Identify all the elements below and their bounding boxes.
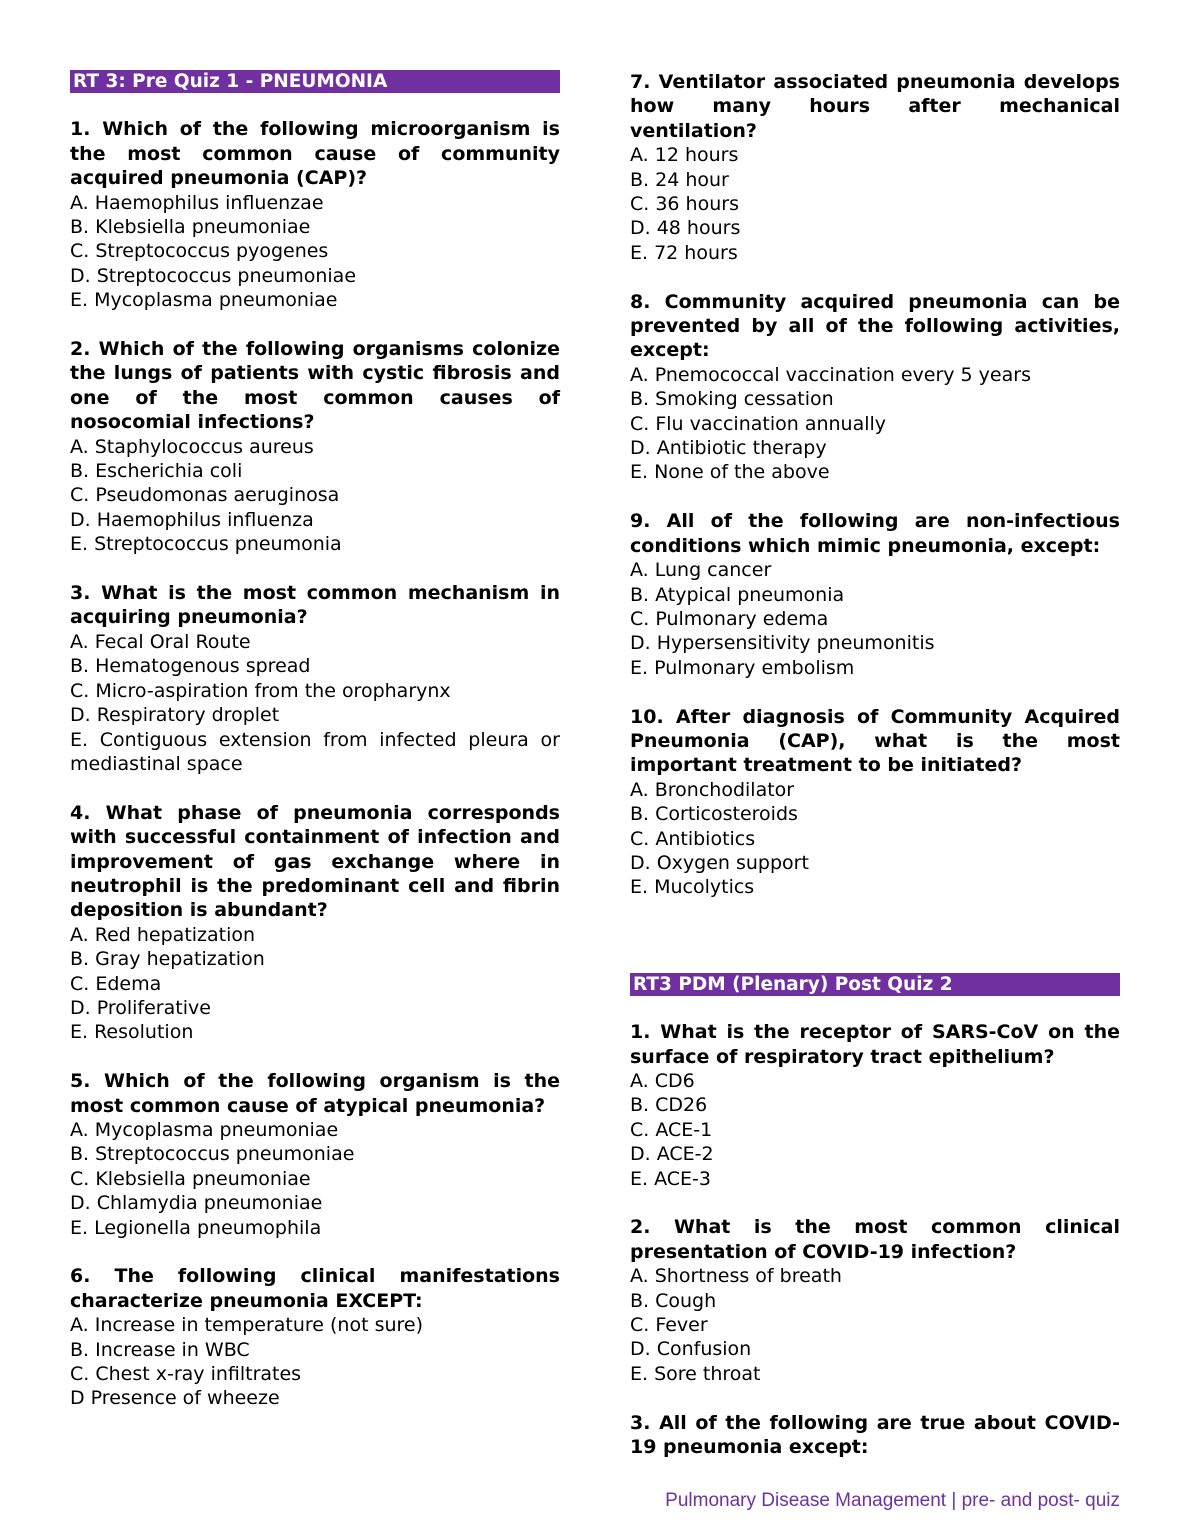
option-3b: B. Hematogenous spread [70,655,311,678]
option-2d: D. Haemophilus influenza [70,508,314,531]
option-5b: B. Streptococcus pneumoniae [70,1143,355,1166]
post-question-2: 2. What is the most common clinical presentation of COVID-19 infection? [630,1216,1120,1263]
option-6b: B. Increase in WBC [70,1338,250,1361]
option-3e: E. Contiguous extension from infected pleura or mediastinal space [70,728,560,775]
option-3a: A. Fecal Oral Route [70,630,251,653]
option-6a: A. Increase in temperature (not sure) [70,1314,424,1337]
option-1e: E. Mycoplasma pneumoniae [70,289,338,312]
option-9a: A. Lung cancer [630,559,772,582]
option-7c: C. 36 hours [630,193,739,216]
question-9: 9. All of the following are non-infectious conditions which mimic pneumonia, except: [630,510,1120,557]
post-option-2a: A. Shortness of breath [630,1265,842,1288]
option-6d: D Presence of wheeze [70,1387,280,1410]
option-7b: B. 24 hour [630,168,729,191]
option-6c: C. Chest x-ray infiltrates [70,1363,302,1386]
post-option-1a: A. CD6 [630,1069,695,1092]
page-footer: Pulmonary Disease Management | pre- and post- quiz [665,1490,1120,1511]
post-option-1b: B. CD26 [630,1094,708,1117]
section-title-post-quiz: RT3 PDM (Plenary) Post Quiz 2 [630,973,1120,996]
left-column [70,70,560,1411]
option-10c: C. Antibiotics [630,827,756,850]
option-3d: D. Respiratory droplet [70,704,280,727]
option-10e: E. Mucolytics [630,876,755,899]
option-5d: D. Chlamydia pneumoniae [70,1192,323,1215]
option-4a: A. Red hepatization [70,923,256,946]
option-8a: A. Pnemococcal vaccination every 5 years [630,363,1031,386]
option-2c: C. Pseudomonas aeruginosa [70,484,340,507]
section-title-pre-quiz: RT 3: Pre Quiz 1 - PNEUMONIA [70,70,560,93]
question-5: 5. Which of the following organism is the most common cause of atypical pneumonia? [70,1070,560,1117]
post-question-1: 1. What is the receptor of SARS-CoV on the surface of respiratory tract epithelium? [630,1021,1120,1068]
option-4b: B. Gray hepatization [70,948,265,971]
option-1b: B. Klebsiella pneumoniae [70,216,311,239]
option-8b: B. Smoking cessation [630,388,834,411]
option-7e: E. 72 hours [630,241,738,264]
question-8: 8. Community acquired pneumonia can be prevented by all of the following activities, except: [630,290,1120,362]
post-option-2b: B. Cough [630,1289,717,1312]
option-2e: E. Streptococcus pneumonia [70,533,342,556]
option-1a: A. Haemophilus influenzae [70,191,324,214]
question-10: 10. After diagnosis of Community Acquired Pneumonia (CAP), what is the most important treatment to be initiated? [630,705,1120,777]
option-9e: E. Pulmonary embolism [630,656,855,679]
post-option-2e: E. Sore throat [630,1362,761,1385]
option-8c: C. Flu vaccination annually [630,412,887,435]
option-5c: C. Klebsiella pneumoniae [70,1167,311,1190]
question-1: 1. Which of the following microorganism is the most common cause of community acquired pneumonia (CAP)? [70,118,560,190]
option-5a: A. Mycoplasma pneumoniae [70,1118,339,1141]
option-10d: D. Oxygen support [630,851,809,874]
post-option-1c: C. ACE-1 [630,1118,713,1141]
question-2: 2. Which of the following organisms colonize the lungs of patients with cystic fibrosis and one of the most common causes of nosocomial infections? [70,338,560,434]
question-4: 4. What phase of pneumonia corresponds with successful containment of infection and improvement of gas exchange where in neutrophil is the predominant cell and fibrin deposition is abundant? [70,801,560,922]
option-7a: A. 12 hours [630,144,739,167]
option-10b: B. Corticosteroids [630,803,798,826]
option-10a: A. Bronchodilator [630,778,795,801]
option-2a: A. Staphylococcus aureus [70,435,314,458]
option-1d: D. Streptococcus pneumoniae [70,264,357,287]
option-4e: E. Resolution [70,1021,194,1044]
option-1c: C. Streptococcus pyogenes [70,240,329,263]
option-9d: D. Hypersensitivity pneumonitis [630,632,935,655]
question-7: 7. Ventilator associated pneumonia develops how many hours after mechanical ventilation? [630,71,1120,142]
option-2b: B. Escherichia coli [70,460,243,483]
post-question-3: 3. All of the following are true about COVID-19 pneumonia except: [630,1411,1120,1459]
option-4d: D. Proliferative [70,996,211,1019]
option-9b: B. Atypical pneumonia [630,583,845,606]
post-option-2d: D. Confusion [630,1338,752,1361]
post-option-1d: D. ACE-2 [630,1143,714,1166]
option-8e: E. None of the above [630,461,830,484]
question-6: 6. The following clinical manifestations characterize pneumonia EXCEPT: [70,1265,560,1312]
option-3c: C. Micro-aspiration from the oropharynx [70,679,451,702]
option-4c: C. Edema [70,972,162,995]
option-8d: D. Antibiotic therapy [630,437,827,460]
right-column [630,70,1120,1459]
question-3: 3. What is the most common mechanism in acquiring pneumonia? [70,582,560,629]
post-option-2c: C. Fever [630,1314,708,1337]
option-5e: E. Legionella pneumophila [70,1216,322,1239]
post-option-1e: E. ACE-3 [630,1167,711,1190]
option-9c: C. Pulmonary edema [630,607,829,630]
option-7d: D. 48 hours [630,217,741,240]
